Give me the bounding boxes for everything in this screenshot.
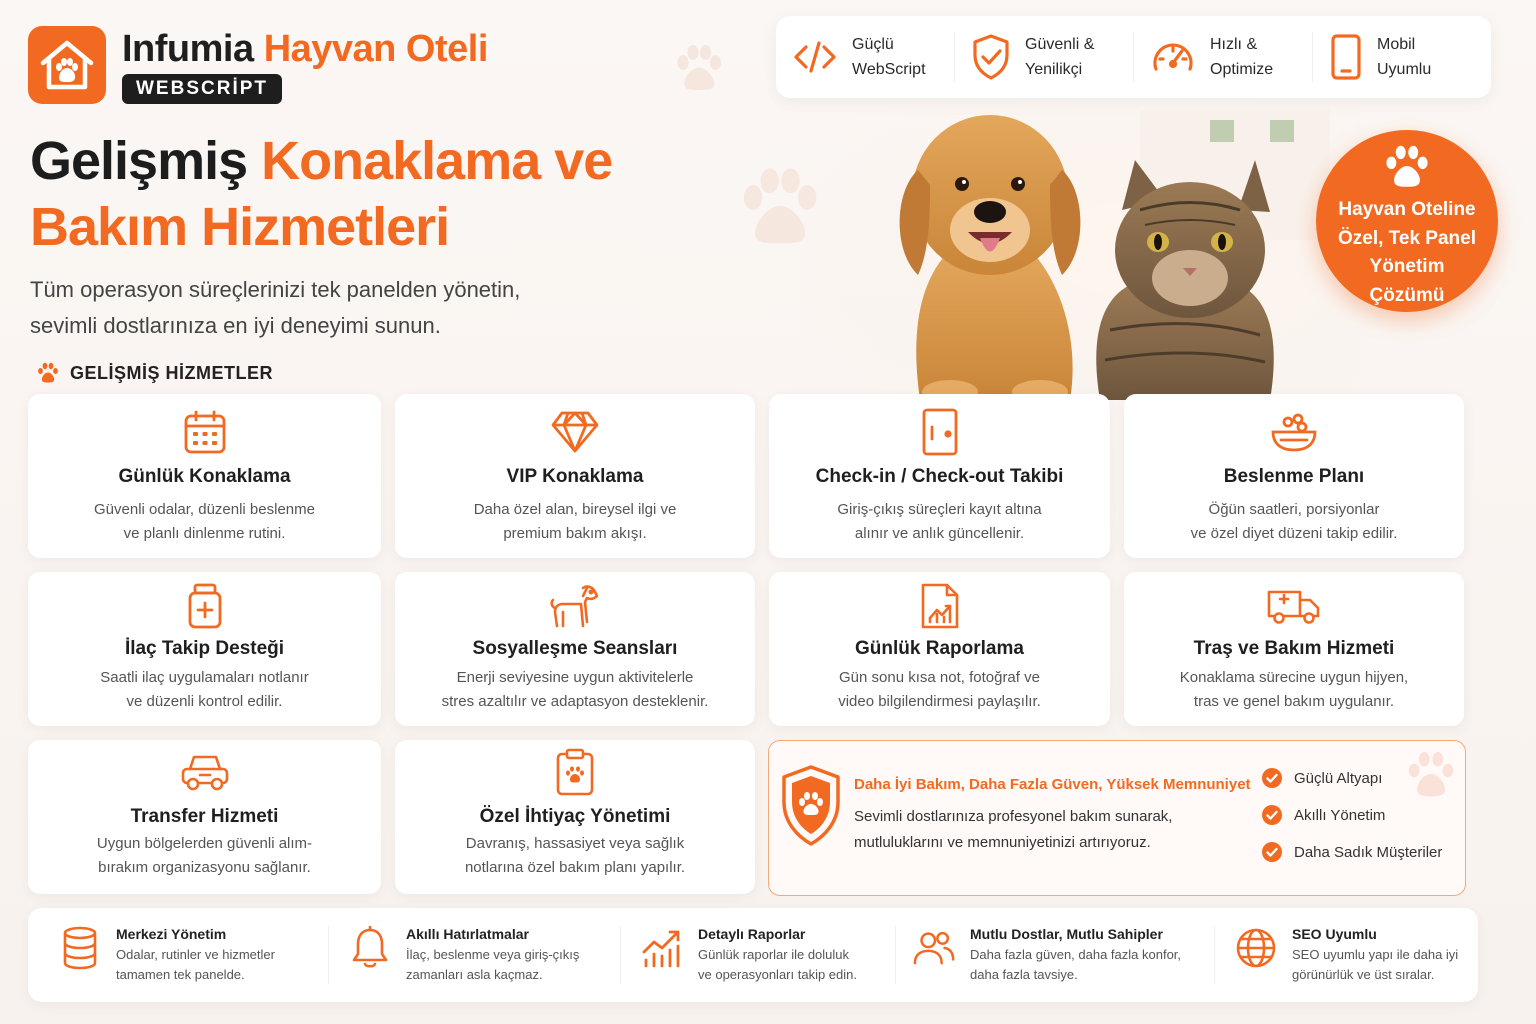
service-card[interactable] — [28, 572, 381, 726]
divider — [1214, 926, 1215, 984]
bottom-feature-description: SEO uyumlu yapı ile daha iyi görünürlük ve üst sıralar. — [1292, 947, 1459, 982]
dog-icon — [549, 582, 601, 630]
top-feature-item — [776, 32, 954, 82]
check-circle-icon — [1262, 805, 1282, 825]
paw-decoration-icon — [1404, 750, 1458, 800]
calendar-icon — [183, 409, 227, 455]
top-feature-item — [954, 32, 1133, 82]
service-title: İlaç Takip Desteği — [124, 638, 285, 659]
bottom-feature-item — [912, 918, 1181, 985]
bottom-feature-description: Odalar, rutinler ve hizmetler tamamen tek panelde. — [116, 947, 275, 982]
car-icon — [180, 751, 230, 793]
service-card[interactable] — [28, 740, 381, 894]
house-paw-icon — [37, 37, 97, 93]
brand-badge: WEBSCRİPT — [122, 74, 282, 104]
users-icon — [912, 928, 956, 968]
code-icon — [792, 37, 838, 77]
report-chart-icon — [919, 582, 961, 630]
hero-subtitle: Tüm operasyon süreçlerinizi tek panelden yönetin, sevimli dostlarınıza en iyi deneyimi sunun. — [30, 277, 521, 338]
top-feature-label: Güçlü WebScript — [852, 36, 926, 78]
highlight-check-item — [1262, 805, 1385, 825]
highlight-description: Sevimli dostlarınıza profesyonel bakım sunarak, mutluluklarını ve memnuniyetinizi artırıyoruz. — [854, 808, 1173, 851]
hero-title-part: Bakım Hizmetleri — [30, 197, 450, 257]
food-bowl-icon — [1269, 410, 1319, 454]
bottom-feature-title: Akıllı Hatırlatmalar — [406, 926, 529, 942]
shield-paw-icon — [780, 764, 842, 848]
service-title: Beslenme Planı — [1223, 466, 1365, 487]
top-feature-label: Mobil Uyumlu — [1377, 36, 1432, 78]
bottom-feature-item — [640, 918, 857, 985]
service-title: Günlük Raporlama — [855, 638, 1024, 659]
bottom-feature-title: Detaylı Raporlar — [698, 926, 806, 942]
divider — [328, 926, 329, 984]
paw-icon — [1382, 144, 1432, 190]
bottom-feature-item — [1234, 918, 1458, 985]
check-label: Daha Sadık Müşteriler — [1294, 843, 1443, 861]
service-card[interactable] — [769, 394, 1110, 558]
service-card[interactable] — [28, 394, 381, 558]
service-title: Günlük Konaklama — [118, 466, 291, 487]
service-description: Saatli ilaç uygulamaları notlanır ve düzenli kontrol edilir. — [100, 669, 309, 710]
hero-title — [30, 128, 612, 260]
divider — [895, 926, 896, 984]
service-card[interactable] — [395, 572, 755, 726]
service-description: Giriş-çıkış süreçleri kayıt altına alınır ve anlık güncellenir. — [837, 501, 1042, 542]
bottom-feature-title: SEO Uyumlu — [1292, 926, 1377, 942]
check-label: Güçlü Altyapı — [1294, 769, 1383, 787]
promo-text: Hayvan Oteline Özel, Tek Panel Yönetim Çözümü — [1338, 199, 1476, 306]
brand-name-accent: Hayvan Oteli — [263, 28, 488, 70]
database-icon — [61, 926, 99, 970]
brand-name-primary: Infumia — [122, 28, 254, 70]
service-card[interactable] — [769, 572, 1110, 726]
paw-decoration-icon — [668, 40, 728, 100]
bottom-feature-item — [58, 918, 275, 985]
growth-chart-icon — [640, 928, 684, 968]
bell-icon — [350, 926, 390, 970]
top-feature-item — [1133, 32, 1312, 82]
truck-icon — [1266, 586, 1322, 626]
bottom-feature-description: Günlük raporlar ile doluluk ve operasyonları takip edin. — [698, 947, 857, 982]
speedometer-icon — [1150, 37, 1196, 77]
service-description: Gün sonu kısa not, fotoğraf ve video bilgilendirmesi paylaşılır. — [838, 669, 1041, 710]
promo-badge — [1316, 130, 1498, 312]
clipboard-paw-icon — [555, 748, 595, 796]
top-feature-label: Hızlı & Optimize — [1210, 36, 1274, 78]
service-title: Traş ve Bakım Hizmeti — [1193, 638, 1395, 659]
highlight-check-item — [1262, 768, 1382, 788]
top-features-bar — [776, 16, 1491, 98]
paw-icon — [36, 362, 60, 384]
top-feature-item — [1312, 32, 1491, 82]
service-card[interactable] — [395, 740, 755, 894]
section-title: GELİŞMİŞ HİZMETLER — [70, 362, 274, 383]
mobile-phone-icon — [1329, 33, 1363, 81]
check-circle-icon — [1262, 768, 1282, 788]
service-description: Güvenli odalar, düzenli beslenme ve planlı dinlenme rutini. — [94, 501, 315, 542]
service-card[interactable] — [1124, 394, 1464, 558]
highlight-check-item — [1262, 842, 1442, 862]
medicine-bottle-icon — [187, 582, 223, 630]
section-heading — [36, 362, 273, 384]
service-description: Davranış, hassasiyet veya sağlık notlarına özel bakım planı yapılır. — [464, 835, 686, 876]
diamond-icon — [550, 410, 600, 454]
service-card[interactable] — [1124, 572, 1464, 726]
bottom-feature-description: İlaç, beslenme veya giriş-çıkış zamanları asla kaçmaz. — [406, 947, 580, 982]
service-title: VIP Konaklama — [506, 466, 644, 487]
service-description: Uygun bölgelerden güvenli alım- bırakım organizasyonu sağlanır. — [96, 835, 313, 876]
globe-icon — [1235, 927, 1277, 969]
bottom-feature-title: Merkezi Yönetim — [116, 926, 227, 942]
logo — [28, 26, 106, 104]
highlight-title: Daha İyi Bakım, Daha Fazla Güven, Yüksek Memnuniyet — [854, 776, 1251, 793]
service-title: Transfer Hizmeti — [130, 806, 279, 827]
hero-title-part: Konaklama ve — [261, 131, 613, 191]
door-icon — [920, 407, 960, 457]
divider — [620, 926, 621, 984]
service-description: Daha özel alan, bireysel ilgi ve premium bakım akışı. — [473, 501, 677, 542]
top-feature-label: Güvenli & Yenilikçi — [1025, 36, 1095, 78]
service-title: Sosyalleşme Seansları — [472, 638, 678, 659]
service-title: Check-in / Check-out Takibi — [815, 466, 1064, 487]
hero-title-part: Gelişmiş — [30, 131, 248, 191]
dog-and-cat-illustration — [800, 100, 1360, 400]
bottom-feature-description: Daha fazla güven, daha fazla konfor, daha fazla tavsiye. — [970, 947, 1182, 982]
service-description: Öğün saatleri, porsiyonlar ve özel diyet düzeni takip edilir. — [1190, 501, 1398, 542]
check-label: Akıllı Yönetim — [1294, 806, 1386, 824]
brand-name — [122, 28, 488, 71]
service-description: Konaklama sürecine uygun hijyen, tras ve genel bakım uygulanır. — [1179, 669, 1409, 710]
bottom-feature-item — [348, 918, 579, 985]
service-card[interactable] — [395, 394, 755, 558]
shield-check-icon — [971, 33, 1011, 81]
check-circle-icon — [1262, 842, 1282, 862]
bottom-feature-title: Mutlu Dostlar, Mutlu Sahipler — [970, 926, 1163, 942]
service-title: Özel İhtiyaç Yönetimi — [479, 806, 671, 827]
service-description: Enerji seviyesine uygun aktivitelerle stres azaltılır ve adaptasyon desteklenir. — [441, 669, 709, 710]
